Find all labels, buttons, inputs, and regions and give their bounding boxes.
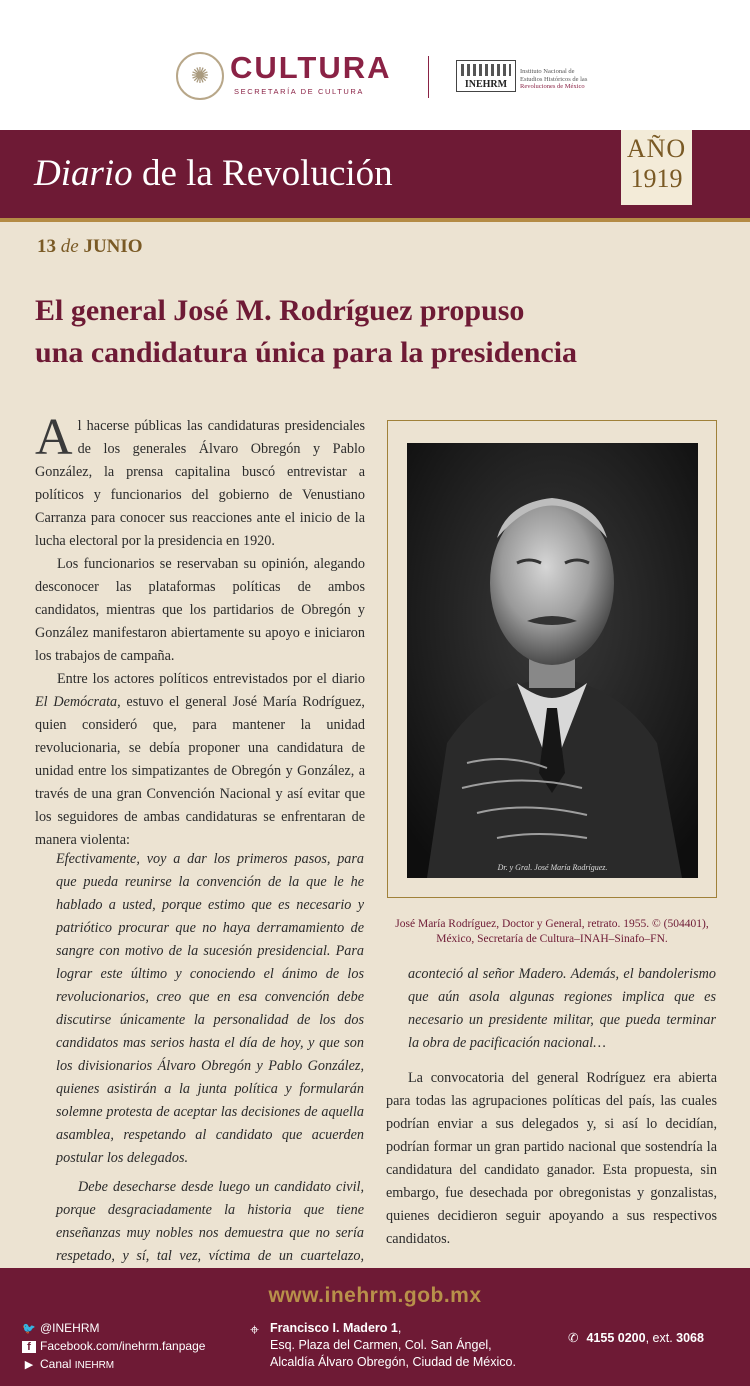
paragraph-3-a: Entre los actores políticos entrevistados por el diario: [57, 671, 365, 687]
header-divider: [428, 56, 429, 98]
building-columns-icon: [461, 64, 511, 76]
youtube-channel: INEHRM: [74, 1360, 115, 1371]
quote-paragraph-2: Debe desecharse desde luego un candidato civil, porque desgraciadamente la historia que tiene enseñanzas muy nobles nos demuestra que no sería respetado, y sí, tal vez, víctima de un cuartelazo,: [56, 1179, 364, 1264]
address-line-2: Esq. Plaza del Carmen, Col. San Ángel,: [270, 1338, 492, 1352]
institute-line-1: Instituto Nacional de: [520, 68, 575, 75]
right-column: [386, 1067, 717, 1251]
quote-paragraph-3: aconteció al señor Madero. Además, el bandolerismo que aún asola algunas regiones implica que es necesario un presidente militar, que pueda terminar la obra de pacificación nacional…: [408, 966, 716, 1051]
portrait-illustration: [407, 443, 698, 878]
headline-line-2: una candidatura única para la presidencia: [35, 336, 578, 369]
facebook-url: Facebook.com/inehrm.fanpage: [40, 1339, 206, 1353]
institute-name: [520, 68, 587, 91]
youtube-icon: ▶: [24, 1359, 34, 1371]
institute-line-2: Estudios Históricos de las: [520, 75, 588, 83]
institute-line-3: Revoluciones de México: [520, 83, 585, 90]
quote-block-right: [408, 963, 716, 1055]
quote-paragraph-1: Efectivamente, voy a dar los primeros pasos, para que pueda reunirse la convención de la que le he hablado a usted, porque estimo que es necesario y patriótico procurar que no haya derramamiento de sangre con motivo de la sucesión presidencial. Para lograr este último y conociendo el ánimo de los revolucionarios, creo que en esa convención debe discutirse únicamente la personalidad de los dos candidatos mas serios hasta el día de hoy, y que son los divisionarios Álvaro Obregón y Pablo González, quienes asistirán a la junta política y formularán solemne protesta de aceptar las decisiones de aquella asamblea, respetando al candidato que acuerden postular los delegados.: [56, 851, 364, 1166]
year-box: [621, 130, 692, 205]
twitter-link[interactable]: [22, 1321, 100, 1335]
caption-line-1: José María Rodríguez, Doctor y General, retrato. 1955. © (504401),: [395, 918, 709, 930]
youtube-link[interactable]: [22, 1357, 114, 1371]
year-label: AÑO: [626, 134, 687, 163]
youtube-prefix: Canal: [40, 1357, 75, 1371]
paragraph-4: La convocatoria del general Rodríguez era abierta para todas las agrupaciones políticas del país, las cuales podrían enviar a sus delegados y, si así lo decidían, podrían formar un gran partido nacional que sostendría la candidatura del candidato ganador. Esta propuesta, sin embargo, fue desechada por obregonistas y gonzalistas, quienes decidieron seguir apoyando a sus respectivos candidatos.: [386, 1070, 717, 1247]
phone: [568, 1330, 704, 1345]
paragraph-1-text: l hacerse públicas las candidaturas presidenciales de los generales Álvaro Obregón y Pablo González, la prensa capitalina buscó entrevistar a políticos y funcionarios del gobierno de Venustiano Carranza para conocer sus reacciones ante el inicio de la lucha electoral por la presidencia en 1920.: [35, 418, 365, 549]
article-date: [37, 236, 143, 258]
address-comma: ,: [397, 1321, 402, 1335]
top-header: [0, 0, 750, 130]
date-month: JUNIO: [83, 236, 143, 257]
facebook-link[interactable]: [22, 1339, 205, 1353]
twitter-handle: @INEHRM: [40, 1321, 100, 1335]
mexican-seal-icon: ✺: [176, 52, 224, 100]
secretaria-label: SECRETARÍA DE CULTURA: [234, 87, 365, 96]
paragraph-1: [35, 409, 365, 553]
photo-caption: [385, 917, 719, 947]
twitter-icon: 🐦: [22, 1323, 36, 1335]
diary-title-italic: Diario: [34, 153, 133, 194]
date-day: 13: [37, 236, 56, 257]
location-pin-icon: ⌖: [250, 1322, 260, 1339]
phone-ext: 3068: [676, 1331, 704, 1345]
portrait-photo: [407, 443, 698, 878]
facebook-icon: f: [22, 1341, 36, 1353]
address-line-3: Alcaldía Álvaro Obregón, Ciudad de México.: [270, 1355, 516, 1369]
phone-ext-label: , ext.: [645, 1331, 677, 1345]
diary-title-rest: de la Revolución: [132, 153, 393, 194]
drop-cap: A: [35, 409, 73, 466]
address-street: Francisco I. Madero 1: [270, 1321, 398, 1335]
caption-line-2: México, Secretaría de Cultura–INAH–Sinafo–FN.: [436, 933, 668, 945]
phone-number: 4155 0200: [586, 1331, 646, 1345]
inehrm-logo-text: INEHRM: [464, 79, 508, 90]
photo-inscription: Dr. y Gral. José María Rodríguez.: [497, 863, 608, 872]
headline-line-1: El general José M. Rodríguez propuso: [35, 294, 525, 327]
diary-title: [34, 152, 393, 195]
year-value: 1919: [630, 164, 683, 193]
paragraph-3-b: , estuvo el general José María Rodríguez, quien consideró que, para mantener la unidad revolucionaria, se debía proponer una candidatura de unidad entre los simpatizantes de Obregón y González, a través de una gran Convención Nacional y así evitar que los seguidores de ambas candidaturas se enfrentaran de manera violenta:: [35, 694, 365, 848]
date-de: de: [60, 236, 79, 257]
cultura-brand: CULTURA: [230, 50, 392, 85]
newspaper-name: El Demócrata: [35, 694, 118, 710]
quote-block-left: [56, 848, 364, 1291]
paragraph-3: [35, 668, 365, 852]
address: [250, 1320, 516, 1371]
phone-icon: ✆: [568, 1331, 579, 1345]
website-link[interactable]: www.inehrm.gob.mx: [268, 1284, 482, 1307]
left-column: [35, 409, 365, 852]
article-headline: [35, 290, 725, 374]
paragraph-2: Los funcionarios se reservaban su opinión, alegando desconocer las plataformas políticas de ambos candidatos, mientras que los partidarios de Obregón y González manifestaron abiertamente su apoyo e iniciaron los trabajos de campaña.: [35, 556, 365, 664]
inehrm-logo: [456, 60, 516, 92]
